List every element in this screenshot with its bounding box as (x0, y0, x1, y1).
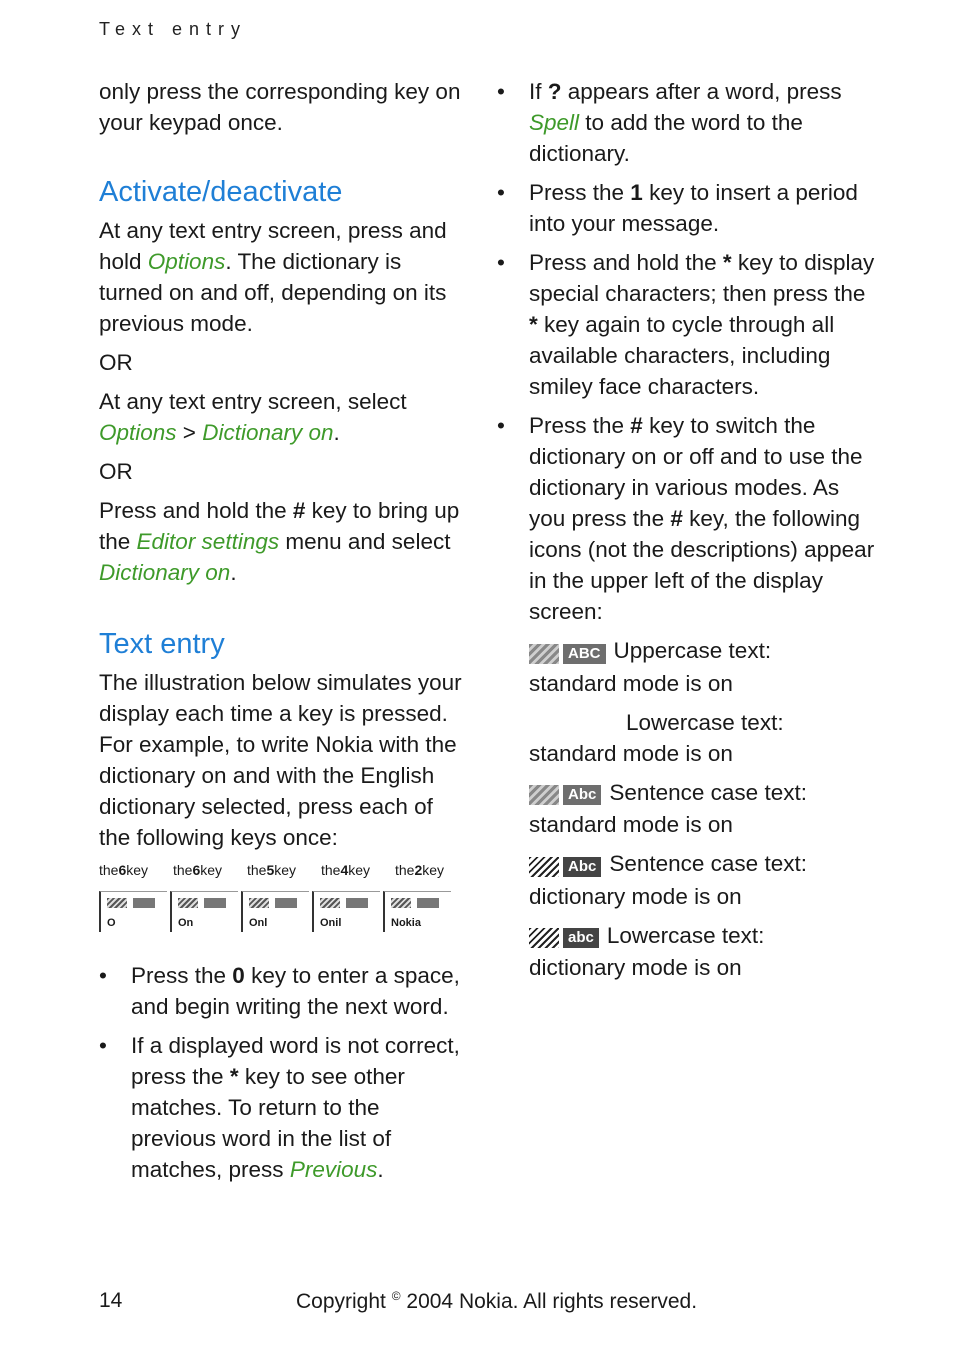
pencil-icon (529, 785, 559, 805)
intro-text: only press the corresponding key on your keypad once. (99, 79, 461, 135)
mode-sentence-standard: Abc Sentence case text: standard mode is on (529, 779, 807, 838)
dictionary-pencil-icon (529, 928, 559, 948)
running-header: Text entry (99, 19, 248, 39)
section-title-text-entry: Text entry (99, 628, 225, 660)
sentence-case-mode-icon: Abc (563, 857, 601, 877)
activate-paragraph-3: Press and hold the # key to bring up the Editor settings menu and select Dictionary on. (99, 498, 460, 585)
pencil-icon (178, 898, 198, 908)
key-sequence-labels (99, 861, 469, 879)
mode-icon (417, 898, 439, 908)
mode-sentence-dictionary: Abc Sentence case text: dictionary mode is on (529, 851, 807, 909)
key-label: the2key (395, 862, 445, 878)
mode-icon (204, 898, 226, 908)
options-softkey-label: Options (147, 249, 226, 274)
lowercase-mode-icon: abc (563, 928, 599, 948)
display-screen: O (99, 891, 167, 932)
pencil-icon (529, 644, 559, 664)
sentence-case-mode-icon: Abc (563, 785, 601, 805)
text-entry-bullets (99, 960, 469, 1185)
dictionary-pencil-icon (529, 857, 559, 877)
left-column (99, 76, 469, 1193)
mode-uppercase-standard: ABC Uppercase text: standard mode is on (529, 638, 772, 696)
display-simulation (99, 891, 469, 932)
list-item: • Press the 1 key to insert a period into your message. (497, 177, 877, 239)
mode-icon (346, 898, 368, 908)
list-item: • If a displayed word is not correct, press the * key to see other matches. To return to the previous word in the list of matches, press Previous. (99, 1030, 469, 1185)
text-entry-paragraph: The illustration below simulates your display each time a key is pressed. For example, to write Nokia with the dictionary on and with the English dictionary selected, press each of the following keys once: (99, 670, 462, 850)
key-label: the4key (321, 862, 371, 878)
mode-lowercase-standard: Lowercase text: standard mode is on (529, 709, 784, 766)
list-item: • Press the 0 key to enter a space, and begin writing the next word. (99, 960, 469, 1022)
right-column (497, 76, 877, 991)
display-screen: On (170, 891, 238, 932)
pencil-icon (107, 898, 127, 908)
key-label: the5key (247, 862, 297, 878)
or-separator: OR (99, 350, 133, 375)
copyright-notice: Copyright © 2004 Nokia. All rights reserved. (296, 1289, 698, 1313)
mode-icon (133, 898, 155, 908)
key-label: the6key (173, 862, 223, 878)
mode-icon (275, 898, 297, 908)
activate-paragraph-1: At any text entry screen, press and hold Options. The dictionary is turned on and off, depending on its previous mode. (99, 218, 447, 336)
key-label: the6key (99, 862, 149, 878)
list-item: • Press and hold the * key to display special characters; then press the * key again to cycle through all available characters, including smiley face characters. (497, 247, 877, 402)
list-item: • If ? appears after a word, press Spell to add the word to the dictionary. (497, 76, 877, 169)
or-separator: OR (99, 459, 133, 484)
section-title-activate: Activate/deactivate (99, 176, 343, 208)
pencil-icon (249, 898, 269, 908)
mode-lowercase-dictionary: abc Lowercase text: dictionary mode is on (529, 922, 765, 981)
uppercase-mode-icon: ABC (563, 644, 606, 664)
display-screen: Onil (312, 891, 380, 932)
pencil-icon (320, 898, 340, 908)
list-item: • Press the # key to switch the dictionary on or off and to use the dictionary in various modes. As you press the # key, the following icons (not the descriptions) appear in the upper left of the display screen: ABC Uppercase text: standard mode is on Lowercase text: standard mode is on Abc Sentence case text: standard mode is on Abc Sentence case text: dictionary mode is on abc Lowercase text: dictionary mode is on (497, 410, 877, 983)
activate-paragraph-2: At any text entry screen, select Options > Dictionary on. (99, 389, 407, 445)
page-number: 14 (99, 1289, 123, 1312)
pencil-icon (391, 898, 411, 908)
right-bullets (497, 76, 877, 983)
display-screen: Onl (241, 891, 309, 932)
display-screen: Nokia (383, 891, 451, 932)
